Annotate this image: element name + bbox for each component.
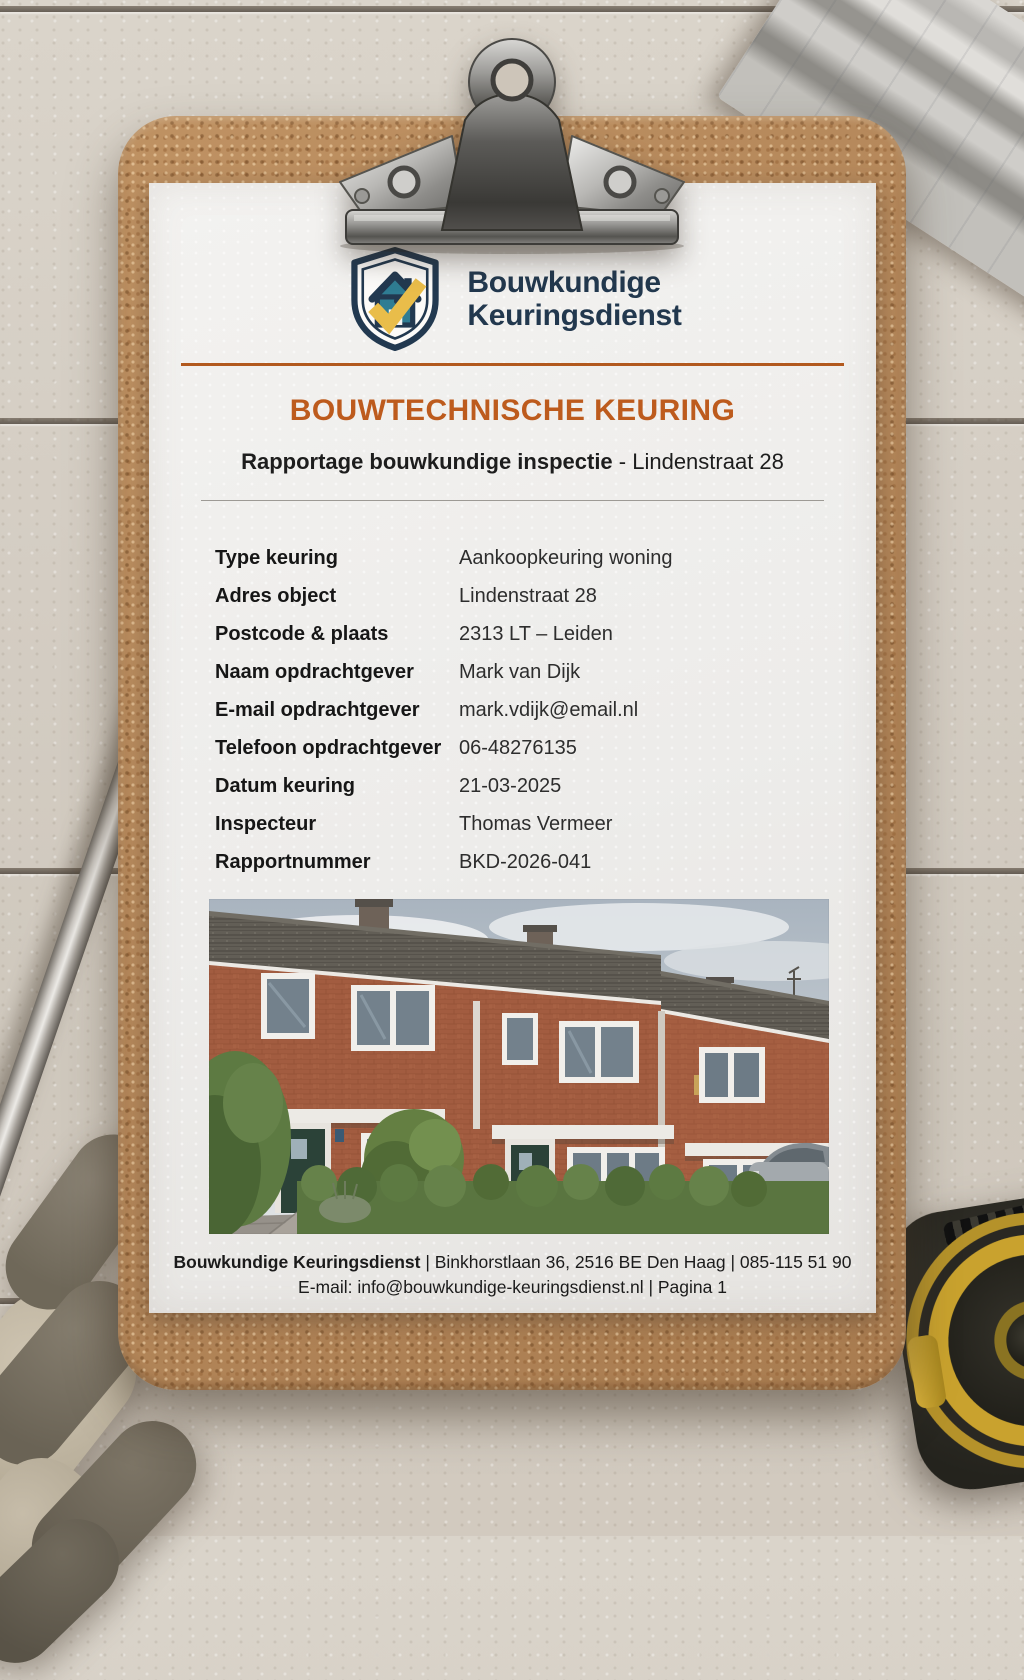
row-value: Thomas Vermeer	[459, 813, 613, 835]
clipboard-clip	[300, 24, 724, 254]
row-label: E-mail opdrachtgever	[215, 699, 420, 721]
row-label: Telefoon opdrachtgever	[215, 737, 442, 759]
table-row	[215, 737, 816, 775]
footer-address: | Binkhorstlaan 36, 2516 BE Den Haag | 085-115 51 90	[420, 1252, 852, 1272]
footer-company: Bouwkundige Keuringsdienst	[173, 1252, 421, 1272]
table-row	[215, 661, 816, 699]
page-subtitle	[149, 449, 876, 475]
footer-line2: E-mail: info@bouwkundige-keuringsdienst.nl | Pagina 1	[298, 1277, 727, 1298]
clipboard	[118, 116, 906, 1390]
row-label: Datum keuring	[215, 775, 356, 797]
row-houses-photo	[209, 899, 829, 1234]
row-value: Lindenstraat 28	[459, 585, 597, 607]
header-divider	[181, 363, 844, 366]
page-footer	[149, 1250, 876, 1301]
shield-house-checkmark-icon	[343, 247, 447, 351]
table-row	[215, 585, 816, 623]
subtitle-divider	[201, 500, 824, 501]
table-row	[215, 775, 816, 813]
row-value: mark.vdijk@email.nl	[459, 699, 639, 721]
table-row	[215, 813, 816, 851]
row-value: 06-48276135	[459, 737, 577, 759]
property-photo	[209, 899, 829, 1234]
row-value: 21-03-2025	[459, 775, 562, 797]
subtitle-rest: - Lindenstraat 28	[612, 449, 784, 474]
row-label: Adres object	[215, 585, 337, 607]
row-value: Aankoopkeuring woning	[459, 547, 673, 569]
row-label: Postcode & plaats	[215, 623, 389, 645]
row-label: Naam opdrachtgever	[215, 661, 414, 683]
footer-line1	[149, 1250, 876, 1275]
logo-wordmark	[467, 266, 681, 332]
row-value: 2313 LT – Leiden	[459, 623, 613, 645]
inspection-details-table	[215, 547, 816, 889]
row-value: Mark van Dijk	[459, 661, 581, 683]
logo-line2: Keuringsdienst	[467, 299, 682, 332]
report-page	[149, 183, 876, 1313]
table-row	[215, 623, 816, 661]
page-title: BOUWTECHNISCHE KEURING	[289, 394, 736, 427]
subtitle-bold: Rapportage bouwkundige inspectie	[241, 449, 613, 474]
table-row	[215, 547, 816, 585]
row-label: Type keuring	[215, 547, 338, 569]
row-label: Inspecteur	[215, 813, 317, 835]
row-value: BKD-2026-041	[459, 851, 592, 873]
table-row	[215, 699, 816, 737]
row-label: Rapportnummer	[215, 851, 371, 873]
table-row	[215, 851, 816, 889]
logo-line1: Bouwkundige	[467, 266, 661, 299]
